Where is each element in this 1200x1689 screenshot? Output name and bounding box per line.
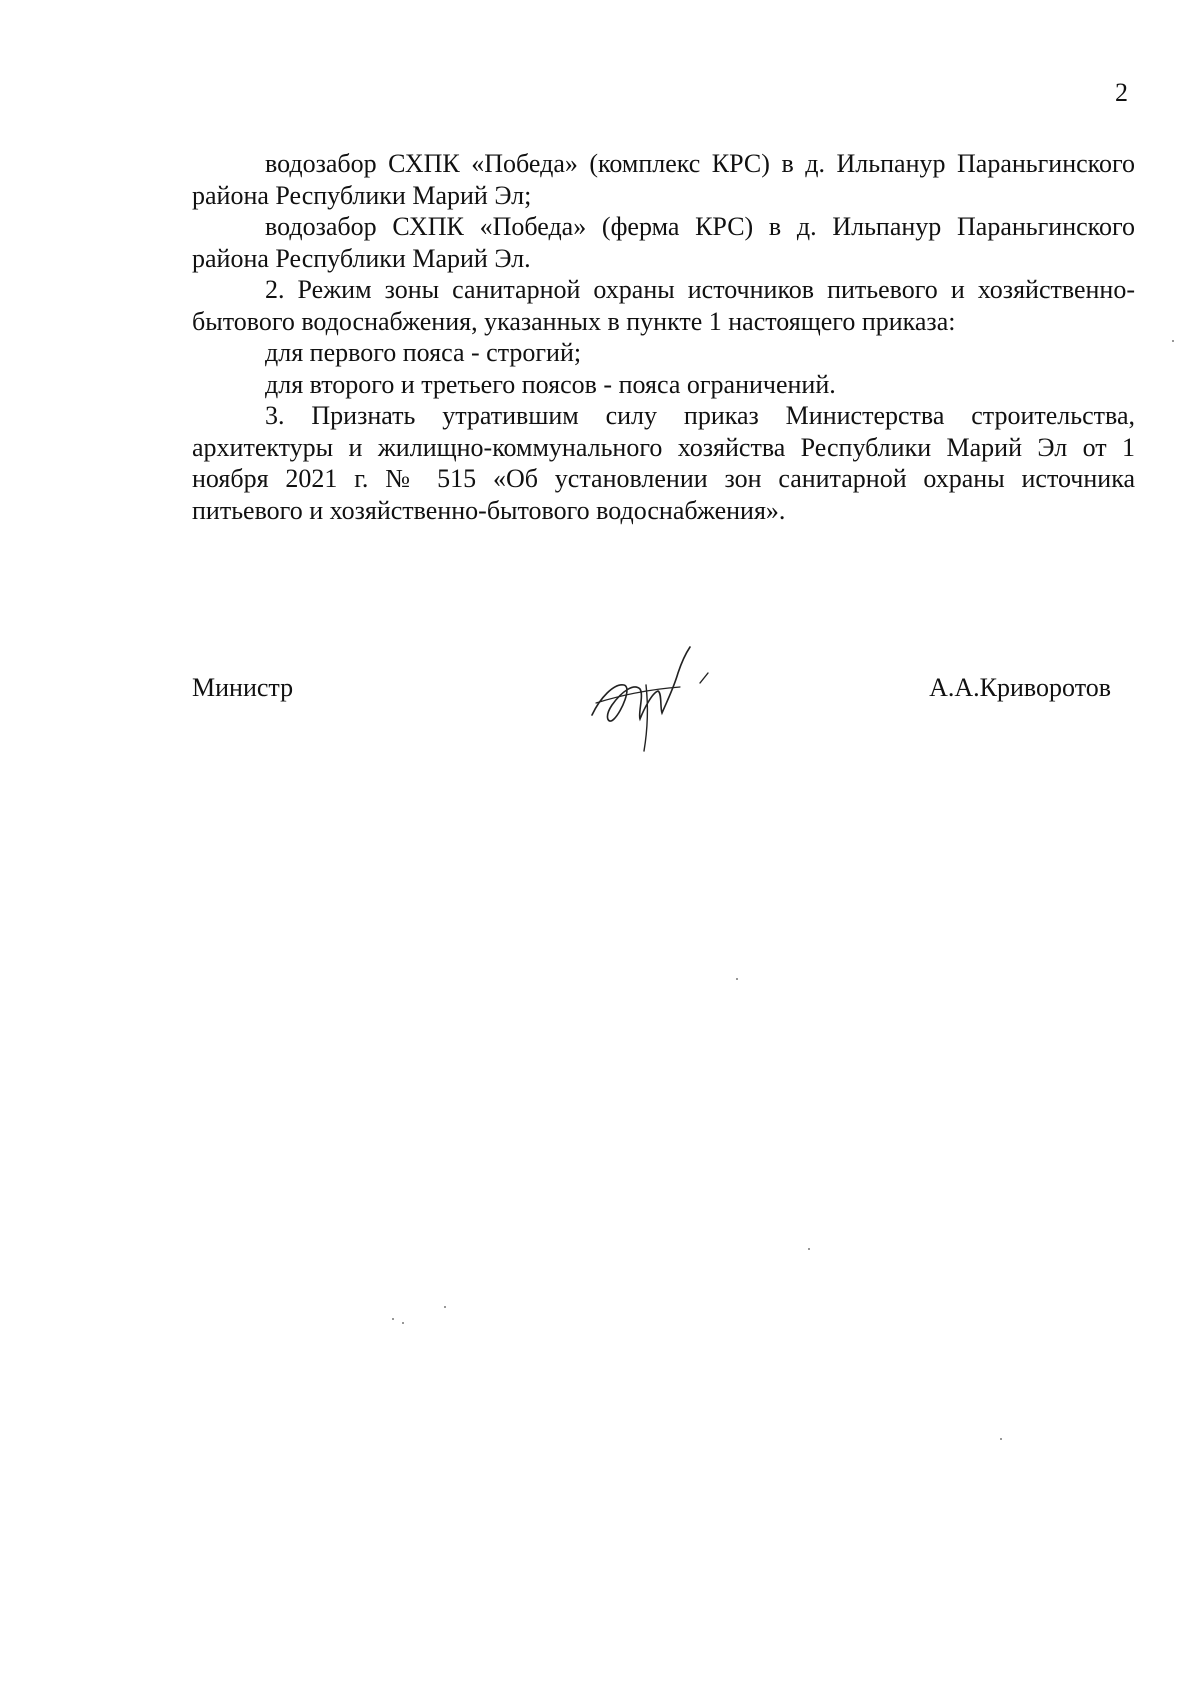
signer-position: Министр [192, 673, 294, 702]
handwritten-signature [582, 643, 722, 758]
paragraph-water-intake-farm: водозабор СХПК «Победа» (ферма КРС) в д. Ильпанур Параньгинского района Республики Марий Эл. [192, 212, 1135, 273]
document-body [192, 148, 1135, 526]
paragraph-first-belt: для первого пояса - строгий; [265, 338, 582, 367]
paragraph-item-3-repeal: 3. Признать утратившим силу приказ Министерства строительства, архитектуры и жилищно-коммунального хозяйства Республики Марий Эл от 1 ноября 2021 г. № 515 «Об установлении зон санитарной охраны источника питьевого и хозяйственно-бытового водоснабжения». [192, 401, 1135, 525]
scan-speck [808, 1248, 810, 1250]
scan-speck [444, 1306, 446, 1308]
signer-name: А.А.Криворотов [929, 673, 1111, 702]
paragraph-item-2-regime: 2. Режим зоны санитарной охраны источников питьевого и хозяйственно-бытового водоснабжения, указанных в пункте 1 настоящего приказа: [192, 275, 1135, 336]
paragraph-second-third-belts: для второго и третьего поясов - пояса ограничений. [265, 369, 836, 399]
page-number: 2 [1115, 78, 1128, 107]
scan-speck [736, 978, 738, 980]
scan-speck [1000, 1438, 1002, 1440]
signature-block [192, 665, 1111, 785]
scan-speck [1172, 340, 1174, 342]
scan-speck [402, 1322, 404, 1324]
scan-speck [392, 1318, 394, 1320]
paragraph-water-intake-complex: водозабор СХПК «Победа» (комплекс КРС) в д. Ильпанур Параньгинского района Республики Марий Эл; [192, 149, 1135, 210]
